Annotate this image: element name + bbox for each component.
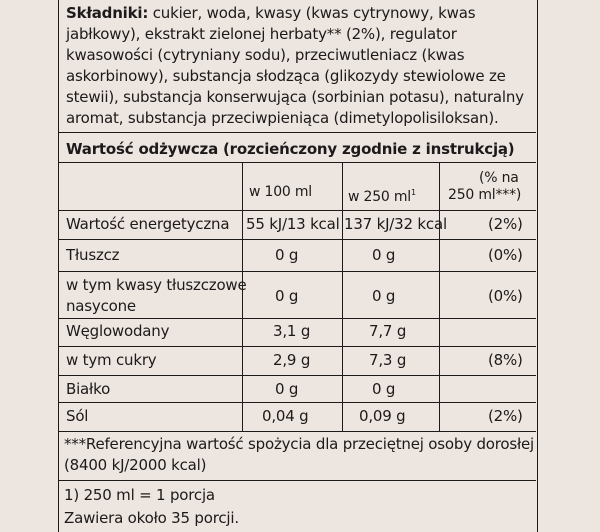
row-divider xyxy=(59,318,536,319)
nutrition-heading: Wartość odżywcza (rozcieńczony zgodnie z instrukcją) xyxy=(66,140,515,158)
servings-note: Zawiera około 35 porcji. xyxy=(64,509,239,527)
row-value-250ml: 0 g xyxy=(372,380,396,398)
row-label-saturated-line1: w tym kwasy tłuszczowe xyxy=(66,276,247,294)
row-value-250ml: 0,09 g xyxy=(359,407,406,425)
column-header-pct-line2: 250 ml***) xyxy=(448,187,522,203)
column-header-100ml: w 100 ml xyxy=(249,184,312,200)
row-value-250ml: 137 kJ/32 kcal xyxy=(344,215,447,233)
row-value-pct: (0%) xyxy=(488,246,523,264)
reference-note-line2: (8400 kJ/2000 kcal) xyxy=(64,456,207,474)
ingredients-text xyxy=(66,3,532,129)
row-label-energy: Wartość energetyczna xyxy=(66,215,230,233)
row-value-250ml: 0 g xyxy=(372,287,396,305)
row-label-protein: Białko xyxy=(66,380,111,398)
row-divider xyxy=(59,346,536,347)
row-value-100ml: 0 g xyxy=(275,246,299,264)
column-header-pct-line1: (% na xyxy=(479,170,519,186)
column-divider xyxy=(439,162,440,431)
heading-divider xyxy=(59,162,536,163)
table-bottom-divider xyxy=(59,431,536,432)
ingredients-label: Składniki: xyxy=(66,4,149,22)
ingredients-list: cukier, woda, kwasy (kwas cytrynowy, kwas jabłkowy), ekstrakt zielonej herbaty** (2%), regulator kwasowości (cytryniany sodu), przeciwutleniacz (kwas askorbinowy), substancja słodząca (glikozydy stewiolowe ze stewii), substancja konserwująca (sorbinian potasu), naturalny aromat, substancja przeciwpieniąca (dimetylopolisiloksan). xyxy=(66,4,524,127)
row-divider xyxy=(59,375,536,376)
column-header-250ml: w 250 $ml^1$ xyxy=(348,188,416,205)
row-value-pct: (2%) xyxy=(488,407,523,425)
row-value-100ml: 0,04 g xyxy=(262,407,309,425)
row-label-fat: Tłuszcz xyxy=(66,246,120,264)
row-label-saturated-line2: nasycone xyxy=(66,297,136,315)
row-value-250ml: 0 g xyxy=(372,246,396,264)
row-label-carbs: Węglowodany xyxy=(66,322,170,340)
row-value-100ml: 2,9 g xyxy=(273,351,311,369)
row-value-pct: (0%) xyxy=(488,287,523,305)
row-value-100ml: 0 g xyxy=(275,380,299,398)
portion-note: 1) 250 ml = 1 porcja xyxy=(64,486,215,504)
row-label-sugars: w tym cukry xyxy=(66,351,157,369)
row-value-pct: (2%) xyxy=(488,215,523,233)
footnote-divider xyxy=(59,480,536,481)
row-value-100ml: 0 g xyxy=(275,287,299,305)
column-divider xyxy=(342,162,343,431)
row-value-100ml: 3,1 g xyxy=(273,322,311,340)
row-value-250ml: 7,7 g xyxy=(369,322,407,340)
row-value-250ml: 7,3 g xyxy=(369,351,407,369)
row-value-pct: (8%) xyxy=(488,351,523,369)
row-value-100ml: 55 kJ/13 kcal xyxy=(246,215,340,233)
section-divider xyxy=(59,132,536,133)
row-divider xyxy=(59,271,536,272)
column-divider xyxy=(242,162,243,431)
reference-note-line1: ***Referencyjna wartość spożycia dla przeciętnej osoby dorosłej xyxy=(64,435,535,453)
row-divider xyxy=(59,210,536,211)
row-divider xyxy=(59,239,536,240)
row-label-salt: Sól xyxy=(66,407,89,425)
nutrition-label-panel xyxy=(58,0,538,532)
row-divider xyxy=(59,402,536,403)
